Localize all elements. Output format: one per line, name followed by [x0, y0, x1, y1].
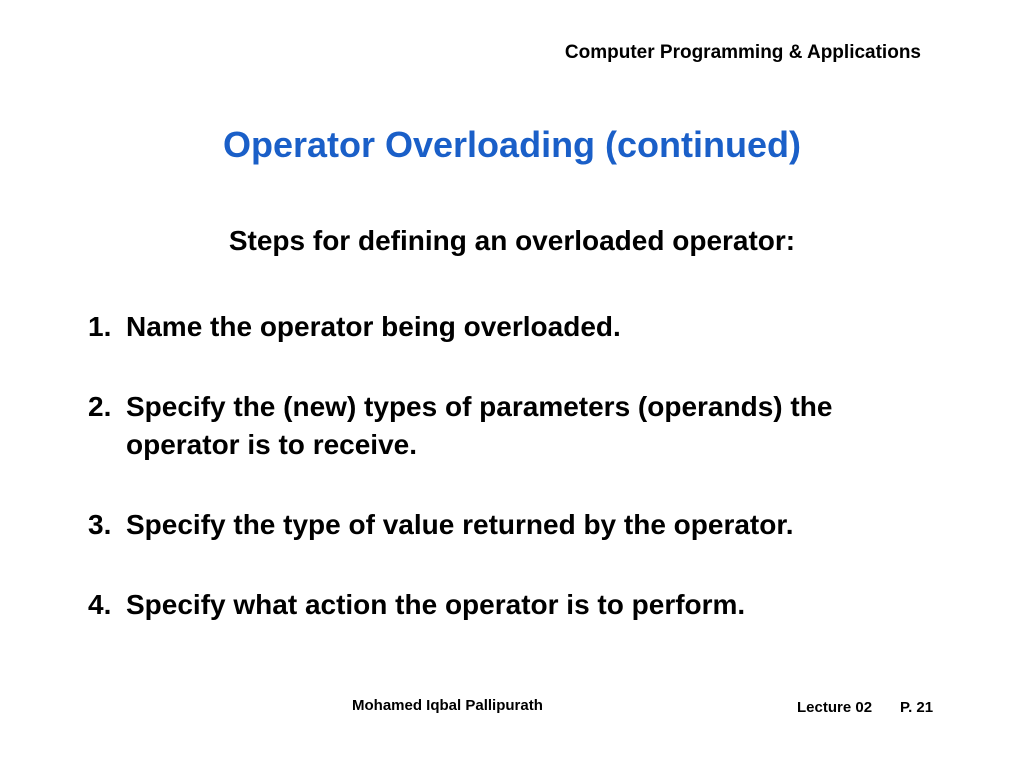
step-number: 1. [88, 311, 112, 342]
step-item-1 [88, 308, 948, 346]
step-item-4 [88, 586, 948, 624]
footer-lecture-number: Lecture 02 [797, 699, 873, 716]
step-text: Specify what action the operator is to perform. [126, 589, 746, 620]
step-text: Specify the type of value returned by the operator. [126, 509, 794, 540]
footer-author: Mohamed Iqbal Pallipurath [352, 697, 543, 714]
step-item-2 [88, 388, 948, 464]
footer-page-number: P. 21 [900, 699, 934, 716]
course-title-header: Computer Programming & Applications [564, 42, 921, 63]
slide-subtitle: Steps for defining an overloaded operator: [228, 225, 796, 256]
step-item-3 [88, 506, 948, 544]
steps-list [88, 308, 948, 666]
step-text: Name the operator being overloaded. [126, 311, 621, 342]
slide-title: Operator Overloading (continued) [222, 124, 802, 165]
step-number: 4. [88, 589, 112, 620]
step-number: 3. [88, 509, 112, 540]
step-number: 2. [88, 391, 112, 422]
step-text: Specify the (new) types of parameters (operands) the operator is to receive. [126, 391, 833, 460]
